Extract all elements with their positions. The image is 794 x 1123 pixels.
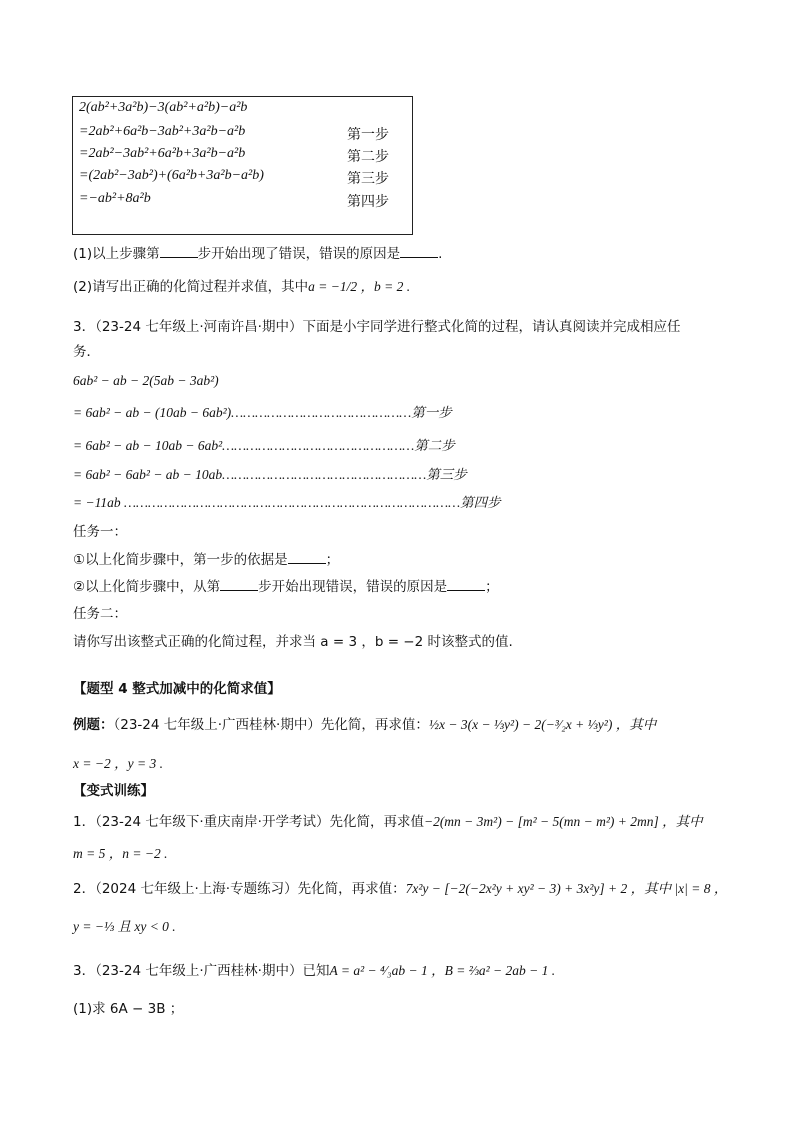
- q3-intro-line2: 务．: [73, 344, 100, 360]
- example-line1: 例题：（23-24 七年级上·广西桂林·期中）先化简，再求值：½x − 3(x − ⅓y²) − 2(−³⁄₂x + ⅓y²) ，其中: [73, 717, 657, 733]
- practice1-values: m = 5 ，n = −2 .: [73, 846, 168, 861]
- q2-part2: (2)请写出正确的化简过程并求值，其中a = −1/2 ，b = 2 .: [73, 279, 411, 295]
- q3-intro-line1: 3．（23-24 七年级上·河南许昌·期中）下面是小宇同学进行整式化简的过程，请认真阅读并完成相应任: [73, 319, 681, 335]
- practice3-line1: 3．（23-24 七年级上·广西桂林·期中）已知A = a² − ⁴⁄₃ab − 1 ，B = ⅔a² − 2ab − 1 .: [73, 963, 556, 979]
- box-line-3: =(2ab²−3ab²)+(6a²b+3a²b−a²b): [79, 168, 264, 183]
- box-step-4: 第四步: [347, 194, 389, 210]
- box-line-4: =−ab²+8a²b: [79, 191, 151, 206]
- example-values: x = −2 ，y = 3 .: [73, 756, 163, 771]
- q3-expr-line0: 6ab² − ab − 2(5ab − 3ab²): [73, 373, 219, 388]
- q3-expr-line4: = −11ab …………………………………………………………………………第四步: [73, 495, 501, 510]
- box-line-2: =2ab²−3ab²+6a²b+3a²b−a²b: [79, 146, 246, 161]
- answer-blank: [400, 245, 438, 258]
- q3-expr-line1: = 6ab² − ab − (10ab − 6ab²)………………………………………第一步: [73, 405, 452, 420]
- q3-expr-line3: = 6ab² − 6ab² − ab − 10ab……………………………………………第三步: [73, 467, 467, 482]
- task2-text: 请你写出该整式正确的化简过程，并求当 a = 3 ，b = −2 时该整式的值.: [73, 634, 513, 650]
- q3-expr-line2: = 6ab² − ab − 10ab − 6ab²…………………………………………第二步: [73, 438, 455, 453]
- practice3-sub1: (1)求 6A − 3B ；: [73, 1001, 184, 1017]
- box-line-0: 2(ab²+3a²b)−3(ab²+a²b)−a²b: [79, 100, 248, 115]
- box-line-1: =2ab²+6a²b−3ab²+3a²b−a²b: [79, 124, 246, 139]
- practice-title: 【变式训练】: [73, 783, 154, 799]
- task2-label: 任务二：: [73, 606, 127, 622]
- practice2-line1: 2．（2024 七年级上·上海·专题练习）先化简，再求值：7x²y − [−2(−2x²y + xy² − 3) + 3x²y] + 2 ，其中 |x| = 8 ，: [73, 881, 728, 897]
- q2-part1: (1)以上步骤第 步开始出现了错误，错误的原因是 .: [73, 246, 443, 262]
- box-step-1: 第一步: [347, 127, 389, 143]
- task1-item1: ①以上化简步骤中，第一步的依据是 ；: [73, 552, 340, 568]
- practice1-line1: 1．（23-24 七年级下·重庆南岸·开学考试）先化简，再求值−2(mn − 3m²) − [m² − 5(mn − m²) + 2mn] ，其中: [73, 814, 703, 830]
- answer-blank: [220, 578, 258, 591]
- answer-blank: [288, 551, 326, 564]
- task1-label: 任务一：: [73, 524, 127, 540]
- box-step-3: 第三步: [347, 171, 389, 187]
- answer-blank: [160, 245, 198, 258]
- answer-blank: [447, 578, 485, 591]
- practice2-values: y = −⅓ 且 xy < 0 .: [73, 919, 176, 934]
- section-title: 【题型 4 整式加减中的化简求值】: [73, 681, 281, 697]
- task1-item2: ②以上化简步骤中，从第 步开始出现错误，错误的原因是 ；: [73, 579, 499, 595]
- box-step-2: 第二步: [347, 149, 389, 165]
